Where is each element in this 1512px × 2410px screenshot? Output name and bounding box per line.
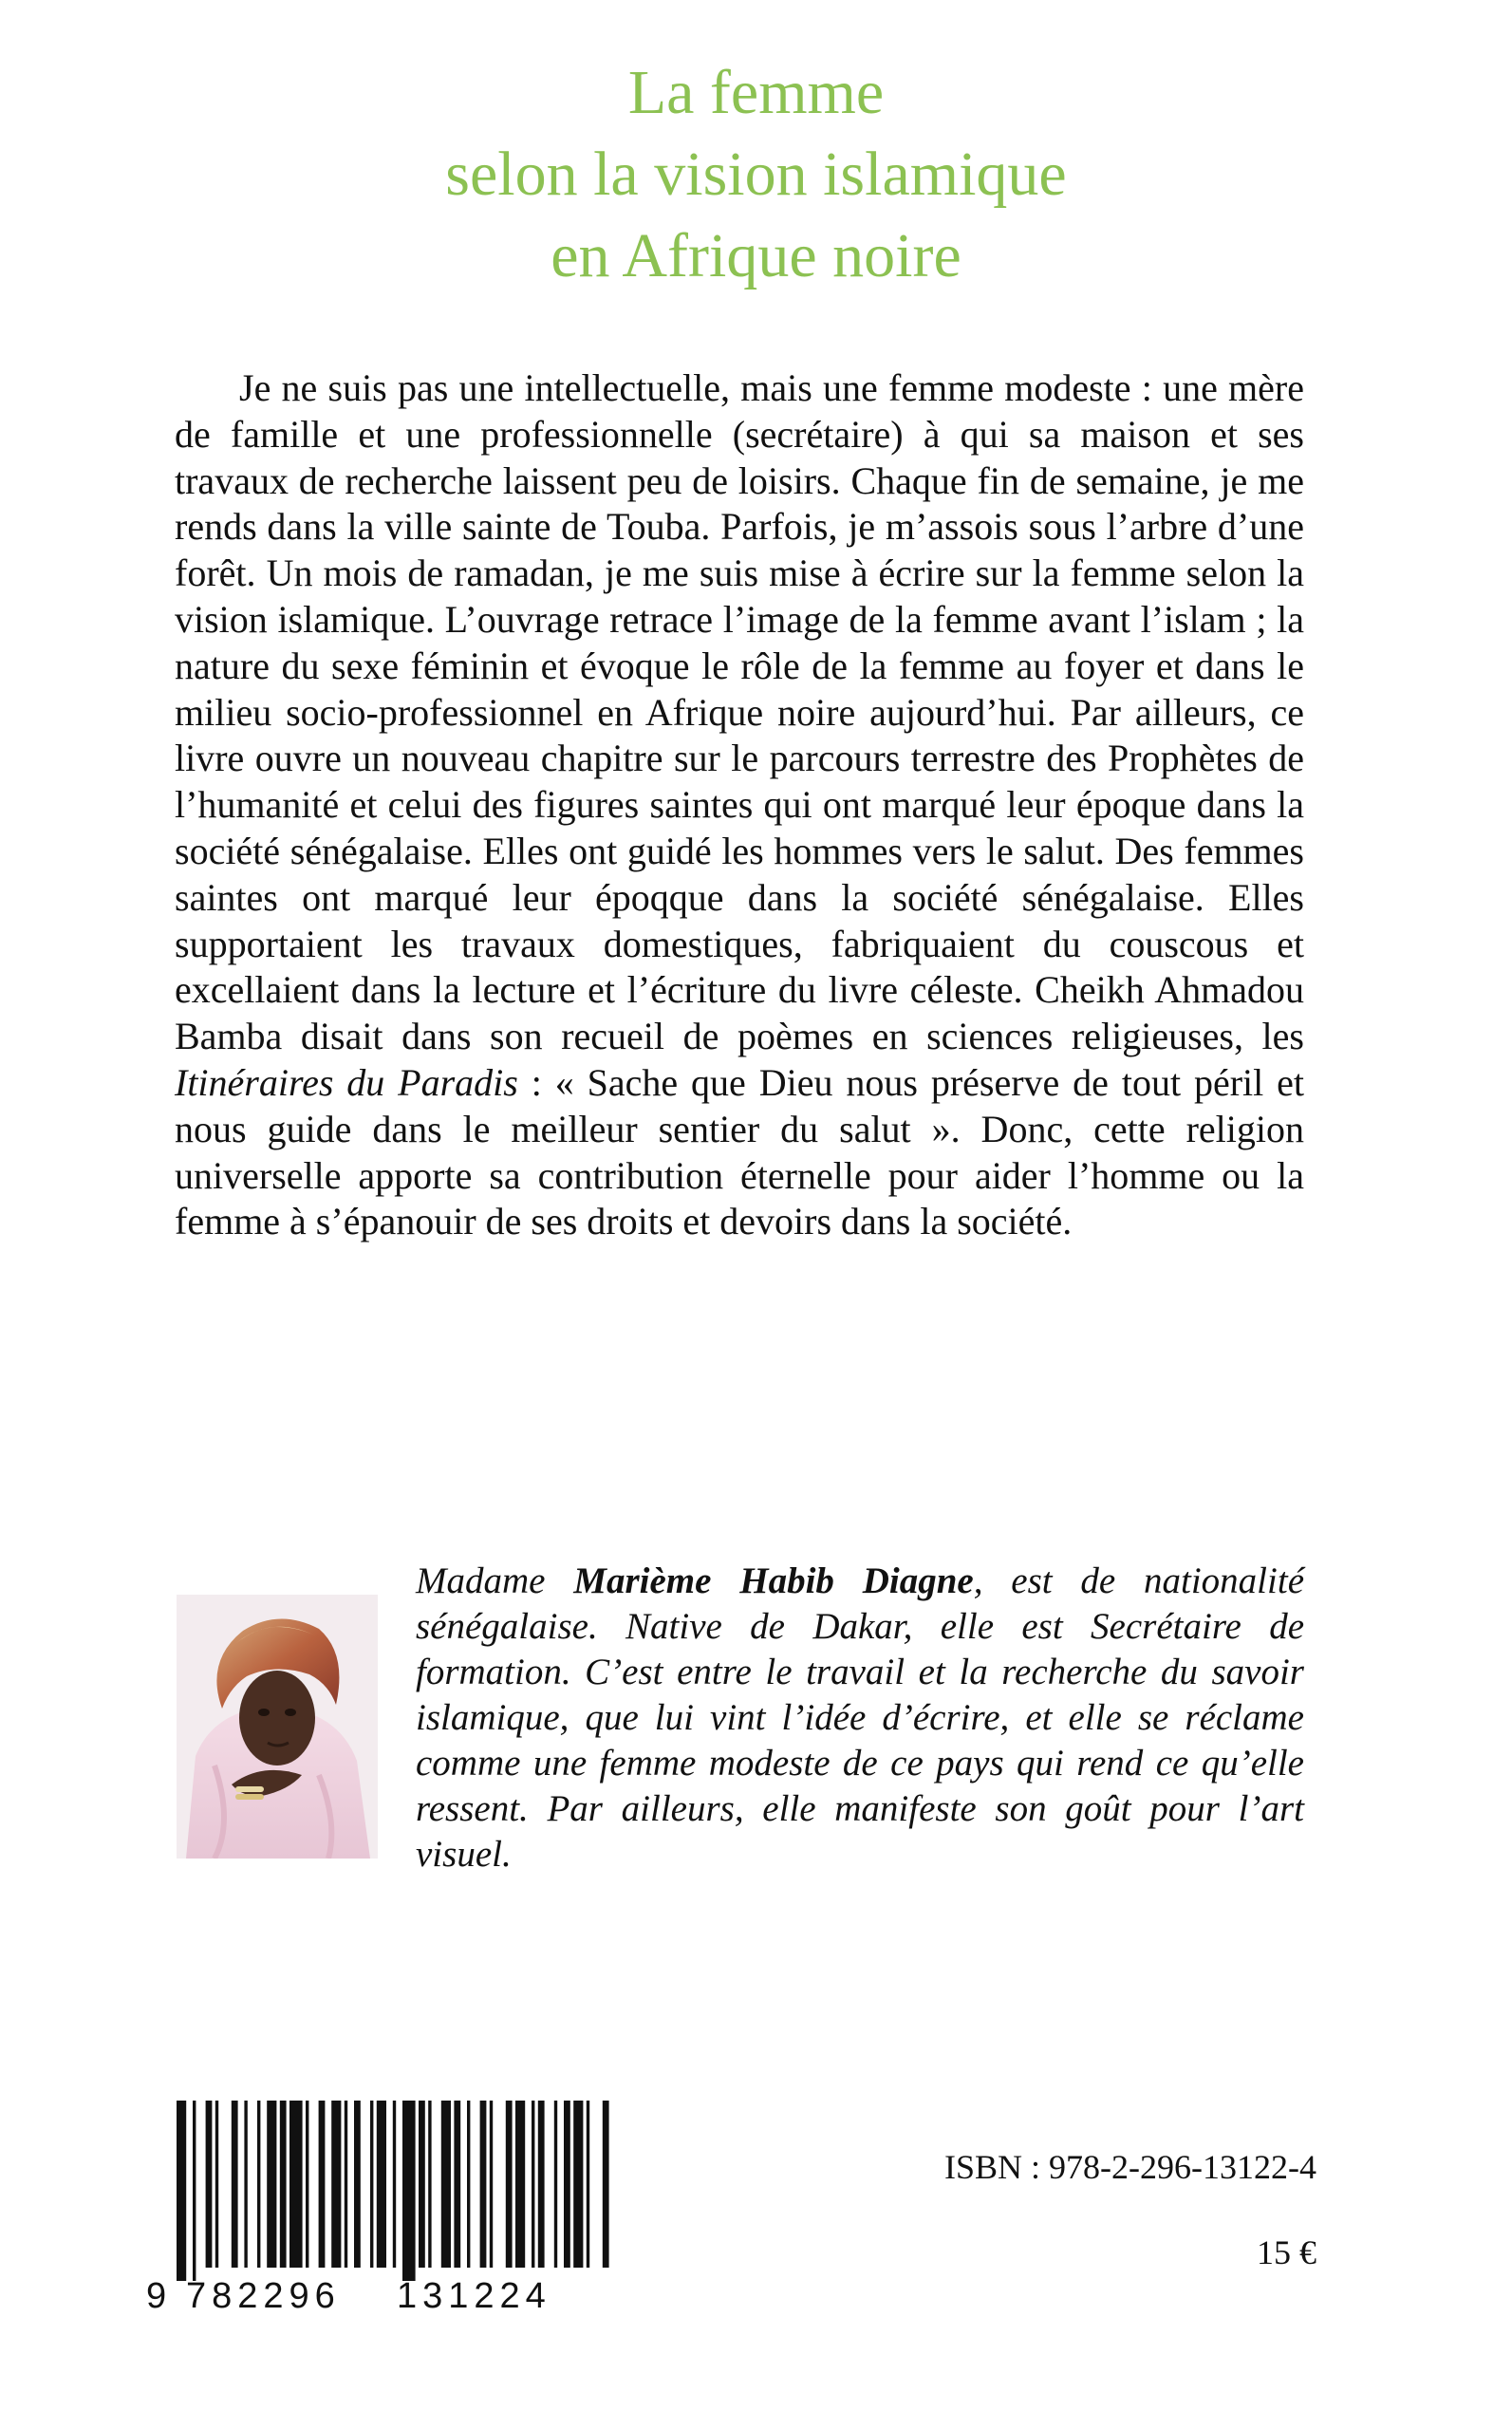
book-description bbox=[175, 365, 1304, 1245]
barcode-digit-lead: 9 bbox=[146, 2276, 167, 2315]
barcode-bar bbox=[193, 2101, 196, 2281]
barcode-bar bbox=[280, 2101, 287, 2268]
cited-work-title: Itinéraires du Paradis bbox=[175, 1060, 518, 1104]
barcode-bar bbox=[480, 2101, 487, 2268]
barcode-bar bbox=[490, 2101, 493, 2268]
barcode-bar bbox=[564, 2101, 570, 2268]
barcode bbox=[142, 2101, 611, 2315]
barcode-bar bbox=[206, 2101, 213, 2268]
barcode-bar bbox=[506, 2101, 513, 2268]
bio-text: , est de nationalité sénégalaise. Native de Dakar, elle est Secrétaire de formation. C’est entre le travail et la recherche du savoir islamique, que lui vint l’idée d’écrire, et elle se réclame comme une femme modeste de ce pays qui rend ce qu’elle ressent. Par ailleurs, elle manifeste son goût pour l’art visuel. bbox=[416, 1560, 1305, 1875]
barcode-bar bbox=[573, 2101, 583, 2268]
barcode-bar bbox=[554, 2101, 557, 2268]
barcode-bar bbox=[177, 2101, 186, 2281]
barcode-bar bbox=[419, 2101, 425, 2268]
barcode-bar bbox=[370, 2101, 373, 2268]
barcode-digits-right: 131224 bbox=[397, 2276, 551, 2315]
book-title bbox=[0, 52, 1512, 297]
barcode-bar bbox=[402, 2101, 416, 2281]
title-line-3: en Afrique noire bbox=[551, 221, 961, 290]
barcode-digits-left: 782296 bbox=[186, 2276, 341, 2315]
barcode-bar bbox=[306, 2101, 308, 2268]
barcode-bar bbox=[454, 2101, 460, 2268]
barcode-bar bbox=[345, 2101, 347, 2268]
barcode-bar bbox=[515, 2101, 525, 2268]
barcode-bar bbox=[393, 2101, 396, 2268]
barcode-bar bbox=[354, 2101, 361, 2268]
barcode-bar bbox=[538, 2101, 545, 2268]
description-text-end: : « Sache que Dieu nous préserve de tout péril et nous guide dans le meilleur sentier du salut ». Donc, cette religion universelle apporte sa contribution éternelle pour aider l’homme ou la femme à s’épanouir de ses droits et devoirs dans la société. bbox=[175, 1060, 1305, 1243]
barcode-bar bbox=[215, 2101, 218, 2268]
barcode-bar bbox=[289, 2101, 303, 2268]
barcode-bar bbox=[377, 2101, 386, 2268]
barcode-bar bbox=[319, 2101, 326, 2268]
title-line-1: La femme bbox=[627, 58, 885, 127]
author-bio bbox=[416, 1559, 1304, 1878]
price: 15 € bbox=[1257, 2233, 1316, 2271]
barcode-bar bbox=[467, 2101, 470, 2268]
author-photo bbox=[177, 1595, 378, 1859]
barcode-bar bbox=[331, 2101, 341, 2268]
isbn: ISBN : 978-2-296-13122-4 bbox=[944, 2148, 1316, 2186]
barcode-bar bbox=[603, 2101, 609, 2268]
bio-prefix: Madame bbox=[416, 1560, 574, 1601]
author-name: Marième Habib Diagne bbox=[573, 1560, 974, 1601]
barcode-bar bbox=[267, 2101, 276, 2268]
barcode-bar bbox=[587, 2101, 589, 2268]
description-text-start: Je ne suis pas une intellectuelle, mais une femme modeste : une mère de famille et une professionnelle (secrétaire) à qui sa maison et ses travaux de recherche laissent peu de loisirs. Chaque fin de semaine, je me rends dans la ville sainte de Touba. Parfois, je m’assois sous l’arbre d’une forêt. Un mois de ramadan, je me suis mise à écrire sur la femme selon la vision islamique. L’ouvrage retrace l’image de la femme avant l’islam ; la nature du sexe féminin et évoque le rôle de la femme au foyer et dans le milieu socio-professionnel en Afrique noire aujourd’hui. Par ailleurs, ce livre ouvre un nouveau chapitre sur le parcours terrestre des Prophètes de l’humanité et celui des figures saintes qui ont marqué leur époque dans la société sénégalaise. Elles ont guidé les hommes vers le salut. Des femmes saintes ont marqué leur époqque dans la société sénégalaise. Elles supportaient les travaux domestiques, fabriquaient du couscous et excellaient dans la lecture et l’écriture du livre céleste. Cheikh Ahmadou Bamba disait dans son recueil de poèmes en sciences religieuses, les bbox=[175, 366, 1304, 1058]
barcode-bar bbox=[244, 2101, 247, 2268]
barcode-bar bbox=[428, 2101, 431, 2268]
barcode-bar bbox=[532, 2101, 534, 2268]
title-line-2: selon la vision islamique bbox=[445, 140, 1067, 209]
barcode-bar bbox=[441, 2101, 451, 2268]
barcode-bar bbox=[257, 2101, 260, 2268]
barcode-bar bbox=[232, 2101, 238, 2268]
